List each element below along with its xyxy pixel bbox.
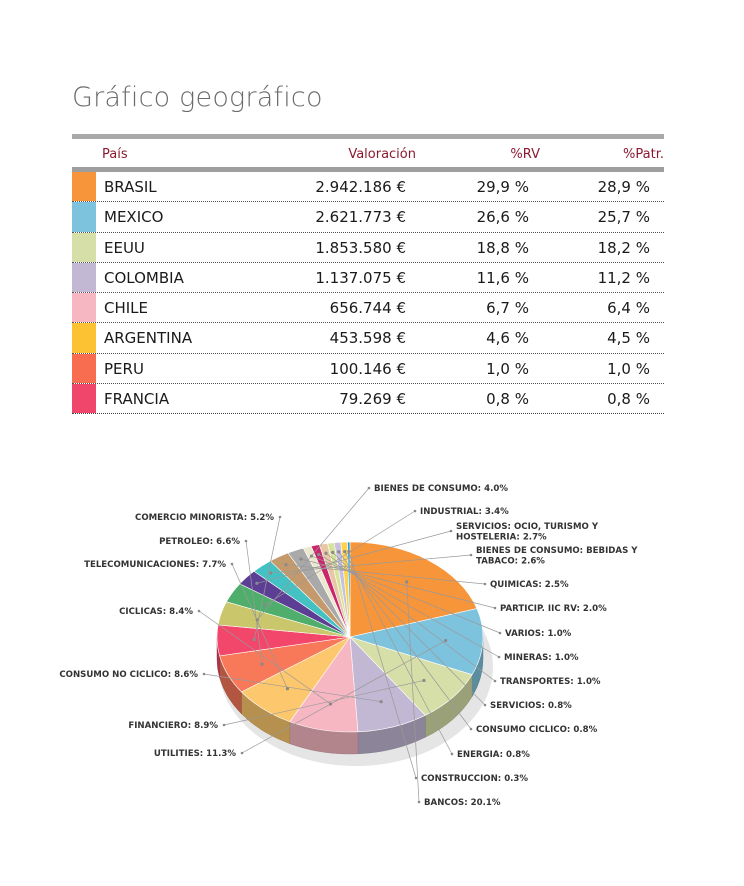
leader-dot: [418, 801, 421, 804]
slice-label: MINERAS: 1.0%: [504, 653, 579, 663]
leader-dot: [284, 563, 287, 566]
leader-dot: [331, 551, 334, 554]
leader-dot: [317, 553, 320, 556]
table-row: [72, 233, 664, 263]
leader-dot: [203, 673, 206, 676]
slice-label: FINANCIERO: 8.9%: [128, 721, 218, 731]
patr-percent: 1,0 %: [607, 359, 650, 378]
header-valuation: Valoración: [348, 147, 416, 162]
patr-percent: 25,7 %: [597, 208, 650, 227]
slice-label: SERVICIOS: OCIO, TURISMO Y HOSTELERIA: 2.7%: [456, 522, 599, 543]
leader-dot: [494, 607, 497, 610]
leader-dot: [484, 583, 487, 586]
country-name: CHILE: [104, 299, 149, 318]
leader-dot: [368, 487, 371, 490]
leader-dot: [231, 563, 234, 566]
valuation-value: 1.853.580 €: [315, 238, 406, 257]
slice-label: BIENES DE CONSUMO: BEBIDAS Y TABACO: 2.6%: [476, 546, 638, 567]
leader-dot: [279, 516, 282, 519]
table-body: [72, 172, 664, 414]
country-name: FRANCIA: [104, 390, 170, 409]
table-row: [72, 293, 664, 323]
header-rv: %RV: [510, 147, 540, 162]
slice-label: CICLICAS: 8.4%: [119, 607, 193, 617]
patr-percent: 18,2 %: [597, 238, 650, 257]
header-country: País: [102, 147, 128, 162]
slice-label: INDUSTRIAL: 3.4%: [420, 507, 509, 517]
leader-dot: [253, 638, 256, 641]
slice-label: PETROLEO: 6.6%: [159, 537, 240, 547]
rv-percent: 1,0 %: [486, 359, 529, 378]
table-header: [72, 139, 664, 172]
leader-dot: [286, 687, 289, 690]
country-color-swatch: [72, 263, 96, 292]
leader-dot: [380, 700, 383, 703]
leader-dot: [405, 580, 408, 583]
valuation-value: 2.942.186 €: [315, 178, 406, 196]
slice-label: PARTICIP. IIC RV: 2.0%: [500, 604, 607, 614]
slice-label: VARIOS: 1.0%: [505, 629, 572, 639]
country-name: BRASIL: [104, 178, 157, 196]
leader-dot: [255, 582, 258, 585]
slice-label: CONSUMO NO CICLICO: 8.6%: [59, 670, 198, 680]
country-color-swatch: [72, 354, 96, 383]
table-row: [72, 384, 664, 414]
leader-dot: [241, 752, 244, 755]
leader-dot: [499, 632, 502, 635]
leader-dot: [498, 656, 501, 659]
leader-dot: [343, 550, 346, 553]
leader-dot: [324, 552, 327, 555]
country-color-swatch: [72, 202, 96, 231]
slice-label: CONSUMO CICLICO: 0.8%: [476, 725, 598, 735]
valuation-value: 453.598 €: [329, 329, 406, 348]
leader-dot: [269, 571, 272, 574]
patr-percent: 0,8 %: [607, 390, 650, 409]
leader-dot: [223, 724, 226, 727]
sector-pie-chart: [0, 440, 744, 886]
country-name: MEXICO: [104, 208, 164, 227]
leader-dot: [484, 704, 487, 707]
table-row: [72, 172, 664, 202]
country-color-swatch: [72, 384, 96, 413]
table-row: [72, 263, 664, 293]
slice-label: TRANSPORTES: 1.0%: [500, 677, 601, 687]
leader-dot: [329, 702, 332, 705]
slice-label: UTILITIES: 11.3%: [153, 749, 236, 759]
geographic-table: [72, 134, 664, 414]
patr-percent: 28,9 %: [597, 178, 650, 196]
valuation-value: 100.146 €: [329, 359, 406, 378]
patr-percent: 4,5 %: [607, 329, 650, 348]
leader-dot: [470, 554, 473, 557]
leader-dot: [310, 554, 313, 557]
country-color-swatch: [72, 233, 96, 262]
leader-dot: [256, 618, 259, 621]
slice-label: SERVICIOS: 0.8%: [490, 701, 572, 711]
slice-label: BIENES DE CONSUMO: 4.0%: [374, 484, 508, 494]
leader-dot: [264, 603, 267, 606]
slice-label: COMERCIO MINORISTA: 5.2%: [135, 513, 274, 523]
rv-percent: 26,6 %: [476, 208, 529, 227]
header-patr: %Patr.: [623, 147, 664, 162]
table-row: [72, 354, 664, 384]
valuation-value: 2.621.773 €: [315, 208, 406, 227]
slice-label: CONSTRUCCION: 0.3%: [421, 774, 529, 784]
table-row: [72, 202, 664, 232]
slice-label: BANCOS: 20.1%: [424, 798, 501, 808]
leader-dot: [198, 610, 201, 613]
page-title: Gráfico geográfico: [72, 82, 323, 113]
rv-percent: 11,6 %: [476, 268, 529, 287]
slice-label: ENERGIA: 0.8%: [457, 750, 530, 760]
slice-label: QUIMICAS: 2.5%: [490, 580, 569, 590]
country-color-swatch: [72, 323, 96, 352]
leader-dot: [347, 550, 350, 553]
patr-percent: 6,4 %: [607, 299, 650, 318]
valuation-value: 79.269 €: [339, 390, 406, 409]
leader-dot: [450, 530, 453, 533]
country-name: PERU: [104, 359, 144, 378]
leader-dot: [415, 777, 418, 780]
country-color-swatch: [72, 172, 96, 201]
rv-percent: 0,8 %: [486, 390, 529, 409]
leader-dot: [299, 557, 302, 560]
leader-dot: [494, 680, 497, 683]
rv-percent: 29,9 %: [476, 178, 529, 196]
leader-dot: [414, 510, 417, 513]
country-name: EEUU: [104, 238, 145, 257]
leader-dot: [261, 663, 264, 666]
patr-percent: 11,2 %: [597, 268, 650, 287]
leader-dot: [422, 679, 425, 682]
leader-dot: [470, 728, 473, 731]
leader-dot: [337, 550, 340, 553]
country-name: COLOMBIA: [104, 268, 184, 287]
valuation-value: 656.744 €: [329, 299, 406, 318]
leader-dot: [444, 639, 447, 642]
leader-dot: [245, 540, 248, 543]
table-row: [72, 323, 664, 353]
rv-percent: 18,8 %: [476, 238, 529, 257]
valuation-value: 1.137.075 €: [315, 268, 406, 287]
leader-dot: [451, 753, 454, 756]
rv-percent: 4,6 %: [486, 329, 529, 348]
rv-percent: 6,7 %: [486, 299, 529, 318]
country-color-swatch: [72, 293, 96, 322]
slice-label: TELECOMUNICACIONES: 7.7%: [84, 560, 226, 570]
country-name: ARGENTINA: [104, 329, 193, 348]
